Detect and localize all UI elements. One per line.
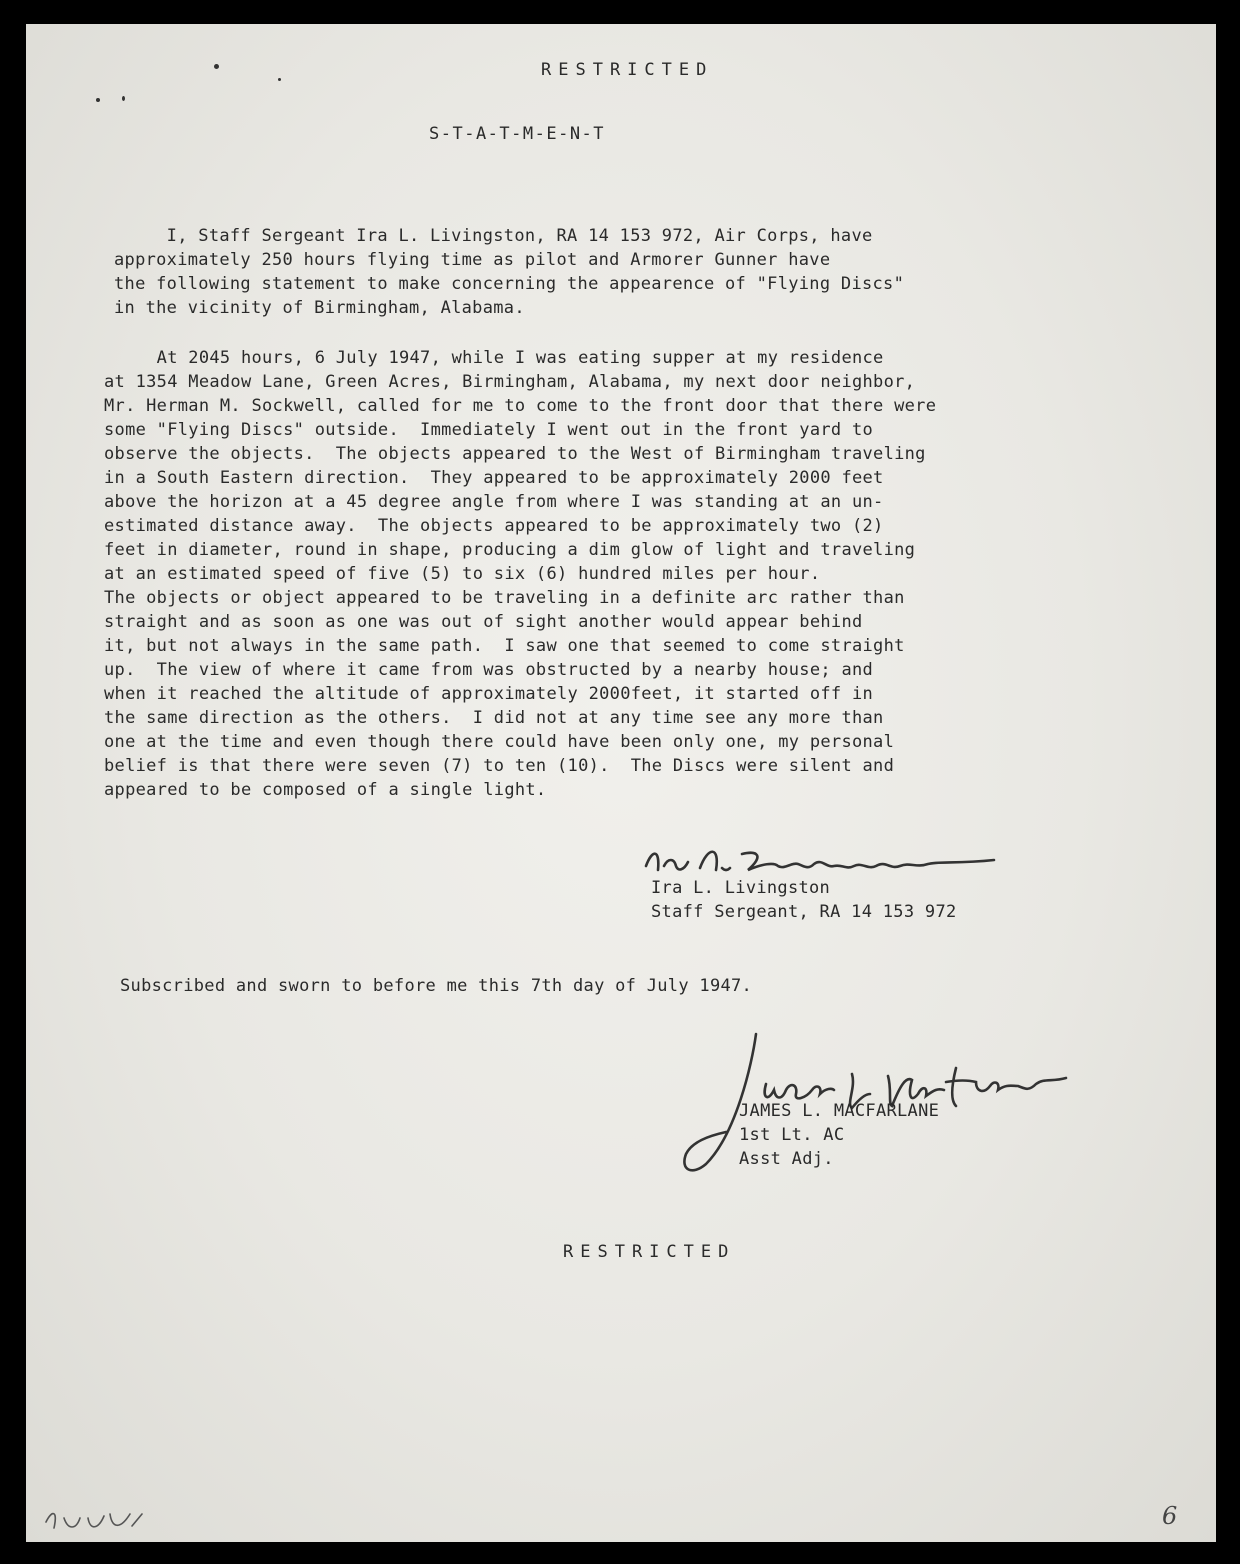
statement-paragraph-2	[104, 346, 936, 802]
oath-line: Subscribed and sworn to before me this 7th day of July 1947.	[120, 976, 753, 996]
text-line: The objects or object appeared to be traveling in a definite arc rather than	[104, 588, 905, 608]
text-line: belief is that there were seven (7) to ten (10). The Discs were silent and	[104, 756, 895, 776]
text-line: one at the time and even though there could have been only one, my personal	[104, 732, 895, 752]
text-line: approximately 250 hours flying time as pilot and Armorer Gunner have	[114, 250, 831, 270]
text-line: estimated distance away. The objects appeared to be approximately two (2)	[104, 516, 884, 536]
speck	[122, 96, 125, 101]
speck	[278, 78, 281, 81]
text-line: in a South Eastern direction. They appeared to be approximately 2000 feet	[104, 468, 884, 488]
text-line: at an estimated speed of five (5) to six (6) hundred miles per hour.	[104, 564, 821, 584]
text-line: the same direction as the others. I did not at any time see any more than	[104, 708, 884, 728]
text-line: observe the objects. The objects appeared to the West of Birmingham traveling	[104, 444, 926, 464]
speck	[214, 64, 219, 69]
text-line: Mr. Herman M. Sockwell, called for me to come to the front door that there were	[104, 396, 937, 416]
text-line: the following statement to make concerning the appearence of "Flying Discs"	[114, 274, 905, 294]
statement-paragraph-1	[114, 224, 904, 320]
text-line: in the vicinity of Birmingham, Alabama.	[114, 298, 525, 318]
speck	[96, 98, 100, 102]
livingston-name: Ira L. Livingston	[651, 878, 831, 898]
text-line: At 2045 hours, 6 July 1947, while I was eating supper at my residence	[104, 348, 884, 368]
text-line: feet in diameter, round in shape, producing a dim glow of light and traveling	[104, 540, 916, 560]
macfarlane-title: Asst Adj.	[739, 1149, 834, 1169]
livingston-rank: Staff Sergeant, RA 14 153 972	[651, 902, 957, 922]
text-line: up. The view of where it came from was obstructed by a nearby house; and	[104, 660, 874, 680]
restricted-header: RESTRICTED	[541, 60, 714, 80]
document-page	[26, 24, 1216, 1542]
document-title: S-T-A-T-M-E-N-T	[429, 124, 606, 144]
text-line: some "Flying Discs" outside. Immediately I went out in the front yard to	[104, 420, 874, 440]
handwritten-mark	[40, 1500, 150, 1536]
page-number-mark: 6	[1162, 1502, 1178, 1530]
text-line: straight and as soon as one was out of sight another would appear behind	[104, 612, 863, 632]
text-line: appeared to be composed of a single light.	[104, 780, 547, 800]
text-line: at 1354 Meadow Lane, Green Acres, Birmingham, Alabama, my next door neighbor,	[104, 372, 916, 392]
text-line: it, but not always in the same path. I saw one that seemed to come straight	[104, 636, 905, 656]
text-line: when it reached the altitude of approximately 2000feet, it started off in	[104, 684, 874, 704]
restricted-footer: RESTRICTED	[563, 1242, 736, 1262]
text-line: above the horizon at a 45 degree angle from where I was standing at an un-	[104, 492, 884, 512]
macfarlane-name: JAMES L. MACFARLANE	[739, 1101, 940, 1121]
macfarlane-rank: 1st Lt. AC	[739, 1125, 845, 1145]
text-line: I, Staff Sergeant Ira L. Livingston, RA 14 153 972, Air Corps, have	[114, 226, 873, 246]
